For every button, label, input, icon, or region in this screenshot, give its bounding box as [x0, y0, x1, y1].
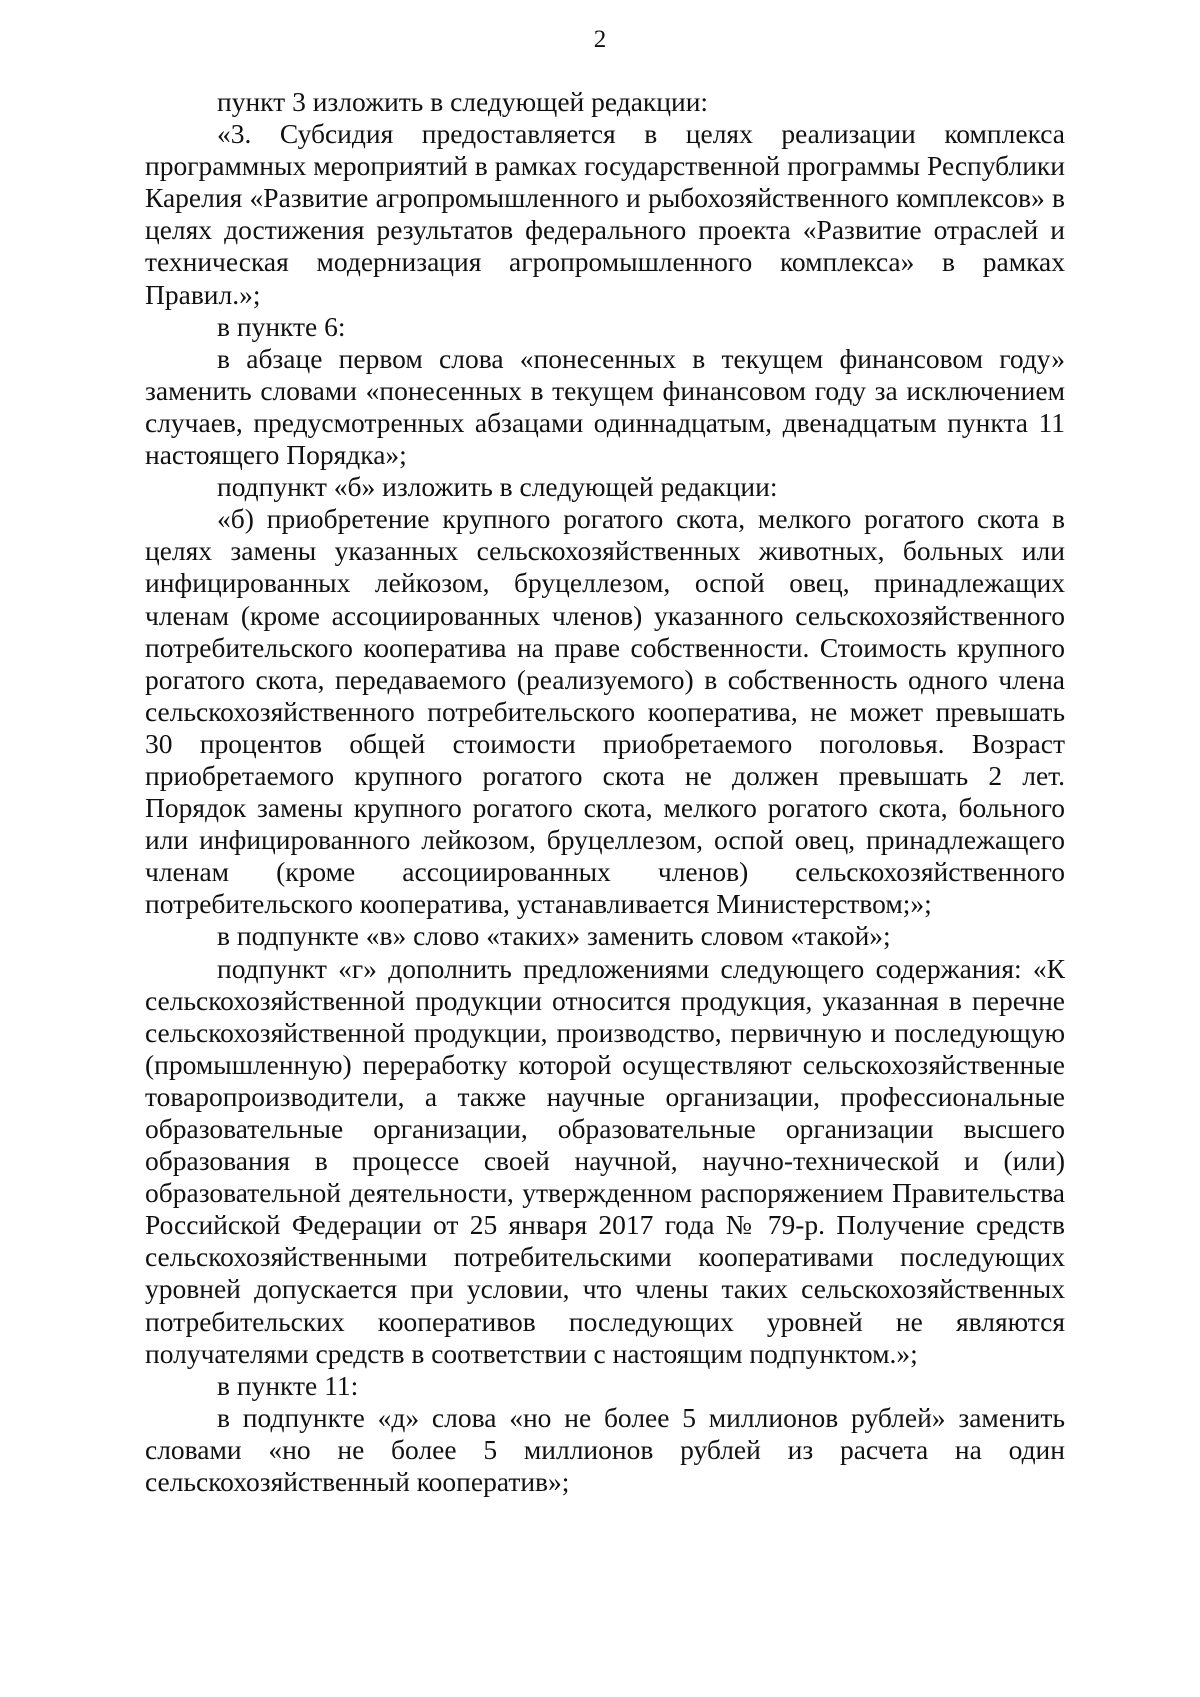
paragraph-item-6-intro: в пункте 6:: [217, 310, 346, 342]
paragraph-subitem-g: подпункт «г» дополнить предложениями следующего содержания: «К сельскохозяйственной продукции относится продукция, указанная в перечне сельскохозяйственной продукции, производство, первичную и последующую (промышленную) переработку которой осуществляют сельскохозяйственные товаропроизводители, а также научные организации, профессиональные образовательные организации, образовательные организации высшего образования в процессе своей научной, научно-технической и (или) образовательной деятельности, утвержденном распоряжением Правительства Российской Федерации от 25 января 2017 года № 79-р. Получение средств сельскохозяйственными потребительскими кооперативами последующих уровней допускается при условии, что члены таких сельскохозяйственных потребительских кооперативов последующих уровней не являются получателями средств в соответствии с настоящим подпунктом.»;: [145, 952, 1065, 1369]
paragraph-subitem-b-text: «б) приобретение крупного рогатого скота, мелкого рогатого скота в целях замены указанных сельскохозяйственных животных, больных или инфицированных лейкозом, бруцеллезом, оспой овец, принадлежащих членам (кроме ассоциированных членов) указанного сельскохозяйственного потребительского кооператива на праве собственности. Стоимость крупного рогатого скота, передаваемого (реализуемого) в собственность одного члена сельскохозяйственного потребительского кооператива, не может превышать 30 процентов общей стоимости приобретаемого поголовья. Возраст приобретаемого крупного рогатого скота не должен превышать 2 лет. Порядок замены крупного рогатого скота, мелкого рогатого скота, больного или инфицированного лейкозом, бруцеллезом, оспой овец, принадлежащего членам (кроме ассоциированных членов) сельскохозяйственного потребительского кооператива, устанавливается Министерством;»;: [145, 503, 1065, 920]
paragraph-subitem-b-intro: подпункт «б» изложить в следующей редакции:: [217, 471, 778, 503]
paragraph-item-3-intro: пункт 3 изложить в следующей редакции:: [217, 86, 709, 117]
paragraph-item-11-intro: в пункте 11:: [217, 1369, 359, 1401]
paragraph-subitem-d: в подпункте «д» слова «но не более 5 миллионов рублей» заменить словами «но не более 5 миллионов рублей из расчета на один сельскохозяйственный кооператив»;: [145, 1401, 1065, 1498]
page-number: 2: [593, 26, 607, 53]
document-body: [145, 86, 1065, 1498]
paragraph-item-6-first-para: в абзаце первом слова «понесенных в текущем финансовом году» заменить словами «понесенных в текущем финансовом году за исключением случаев, предусмотренных абзацами одиннадцатым, двенадцатым пункта 11 настоящего Порядка»;: [145, 342, 1065, 471]
paragraph-item-3-text: «3. Субсидия предоставляется в целях реализации комплекса программных мероприятий в рамках государственной программы Республики Карелия «Развитие агропромышленного и рыбохозяйственного комплексов» в целях достижения результатов федерального проекта «Развитие отраслей и техническая модернизация агропромышленного комплекса» в рамках Правил.»;: [145, 118, 1065, 310]
paragraph-subitem-v: в подпункте «в» слово «таких» заменить словом «такой»;: [217, 920, 891, 952]
